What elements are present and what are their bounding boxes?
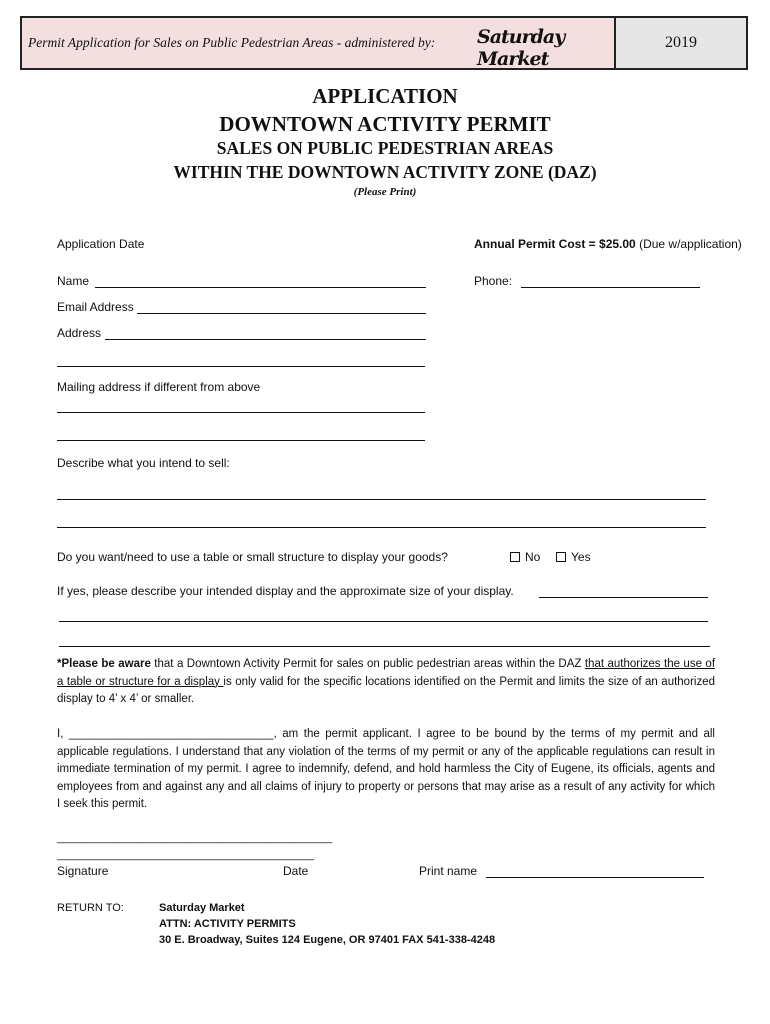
checkbox-yes[interactable] (556, 552, 566, 562)
option-yes[interactable] (556, 550, 591, 564)
year-box (614, 18, 746, 68)
display-description-field[interactable] (539, 597, 708, 598)
option-no[interactable] (510, 550, 540, 564)
option-yes-label: Yes (571, 550, 591, 564)
title-sales: SALES ON PUBLIC PEDESTRIAN AREAS (216, 138, 554, 158)
email-label: Email Address (57, 300, 134, 314)
return-address: 30 E. Broadway, Suites 124 Eugene, OR 97401 FAX 541-338-4248 (159, 934, 496, 946)
notice-paragraph (57, 656, 715, 709)
notice-part1: that a Downtown Activity Permit for sales on public pedestrian areas within the DAZ (150, 658, 585, 670)
display-description-line2[interactable] (59, 621, 708, 622)
saturday-market-logo: Saturday Market (477, 26, 565, 70)
phone-label: Phone: (474, 274, 513, 288)
return-attn: ATTN: ACTIVITY PERMITS (159, 918, 296, 930)
address-field[interactable] (105, 339, 426, 340)
application-date-label: Application Date (57, 237, 145, 251)
agreement-paragraph (57, 726, 715, 814)
permit-cost (474, 237, 742, 251)
address-label: Address (57, 326, 102, 340)
print-name-field[interactable] (486, 877, 704, 878)
notice-lead: *Please be aware (57, 658, 151, 670)
mailing-address-field[interactable] (57, 412, 425, 413)
return-org: Saturday Market (159, 902, 245, 914)
display-description-line3[interactable] (59, 646, 710, 647)
phone-field[interactable] (521, 287, 700, 288)
mailing-address-label: Mailing address if different from above (57, 380, 261, 394)
notice-underlined: that authorizes the use of a table or structure for a display (57, 658, 716, 688)
name-label: Name (57, 274, 90, 288)
mailing-address-field-line2[interactable] (57, 440, 425, 441)
describe-field-line2[interactable] (57, 527, 706, 528)
email-field[interactable] (137, 313, 426, 314)
header-caption: Permit Application for Sales on Public Pedestrian Areas - administered by: (28, 35, 436, 50)
please-print-note: (Please Print) (353, 186, 417, 198)
date-label: Date (283, 864, 309, 878)
header-box (20, 16, 748, 70)
checkbox-no[interactable] (510, 552, 520, 562)
permit-cost-amount: Annual Permit Cost = $25.00 (474, 237, 636, 251)
agreement-text: , am the permit applicant. I agree to be bound by the terms of my permit and all applicable regulations. I understand that any violation of the terms of my permit or any of the applicable regulations can result in immediate termination of my permit. I agree to indemnify, defend, and hold harmless the City of Eugene, its officials, agents and employees from and against any and all claims of injury to property or persons that may arise as a result of any activity for which I seek this permit. (57, 728, 715, 810)
table-question: Do you want/need to use a table or small structure to display your goods? (57, 550, 448, 564)
notice-part2: is only valid for the specific locations identified on the Permit and limits the size of an authorized display to 4’ x 4’ or smaller. (57, 675, 716, 705)
permit-cost-note: (Due w/application) (635, 237, 742, 251)
title-application: APPLICATION (312, 84, 458, 108)
if-yes-label: If yes, please describe your intended display and the approximate size of your display. (57, 584, 514, 598)
signature-label: Signature (57, 864, 109, 878)
option-no-label: No (525, 550, 541, 564)
applicant-name-blank[interactable]: ________________________________ (68, 728, 274, 740)
date-line[interactable]: __________________________________________ (57, 849, 314, 861)
print-name-label: Print name (419, 864, 478, 878)
address-field-line2[interactable] (57, 366, 425, 367)
return-to-label: RETURN TO: (57, 902, 124, 914)
year: 2019 (665, 34, 697, 51)
name-field[interactable] (95, 287, 426, 288)
signature-line[interactable]: _____________________________________________ (57, 832, 333, 844)
agreement-prefix: I, (57, 728, 69, 740)
title-zone: WITHIN THE DOWNTOWN ACTIVITY ZONE (DAZ) (173, 162, 597, 182)
describe-field[interactable] (57, 499, 706, 500)
describe-label: Describe what you intend to sell: (57, 456, 230, 470)
header-caption-area (22, 18, 614, 68)
title-permit: DOWNTOWN ACTIVITY PERMIT (219, 112, 551, 136)
